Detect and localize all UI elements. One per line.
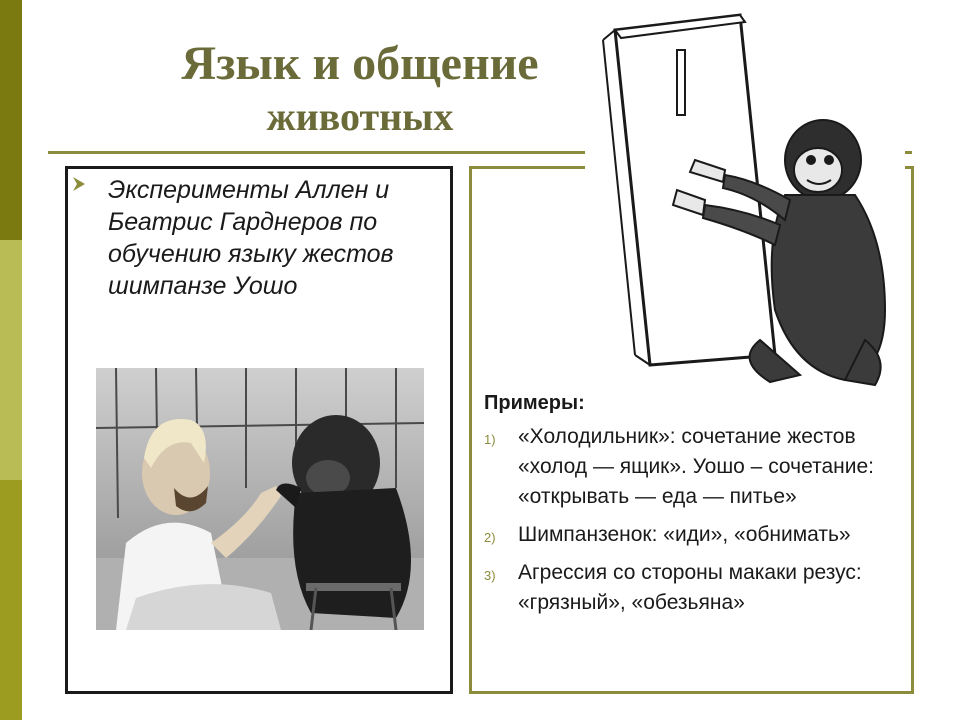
list-item (484, 422, 909, 512)
side-strip-dark-bottom (0, 480, 22, 720)
left-panel-text: Эксперименты Аллен и Беатрис Гарднеров по обучению языку жестов шимпанзе Уошо (108, 176, 394, 300)
list-item (484, 520, 909, 550)
chimp-refrigerator-drawing (585, 10, 905, 395)
title-underline (48, 151, 608, 154)
examples-list (484, 422, 909, 626)
side-strip-dark-top (0, 0, 22, 240)
list-item-text: Агрессия со стороны макаки резус: «грязный», «обезьяна» (518, 561, 862, 614)
list-item-text: Шимпанзенок: «иди», «обнимать» (518, 523, 851, 546)
examples-heading: Примеры: (484, 392, 585, 414)
slide-title-line2: животных (266, 94, 454, 139)
side-strip-light (0, 240, 22, 480)
list-item-number: 2) (484, 530, 496, 545)
list-item-number: 3) (484, 568, 496, 583)
arrowhead-bullet-icon (72, 176, 86, 192)
slide-title-line1: Язык и общение (181, 37, 539, 90)
photo-man-with-chimpanzee (96, 368, 424, 630)
list-item-number: 1) (484, 432, 496, 447)
list-item (484, 558, 909, 618)
list-item-text: «Холодильник»: сочетание жестов «холод — ящик». Уошо – сочетание: «открывать — еда — питье» (518, 425, 874, 508)
